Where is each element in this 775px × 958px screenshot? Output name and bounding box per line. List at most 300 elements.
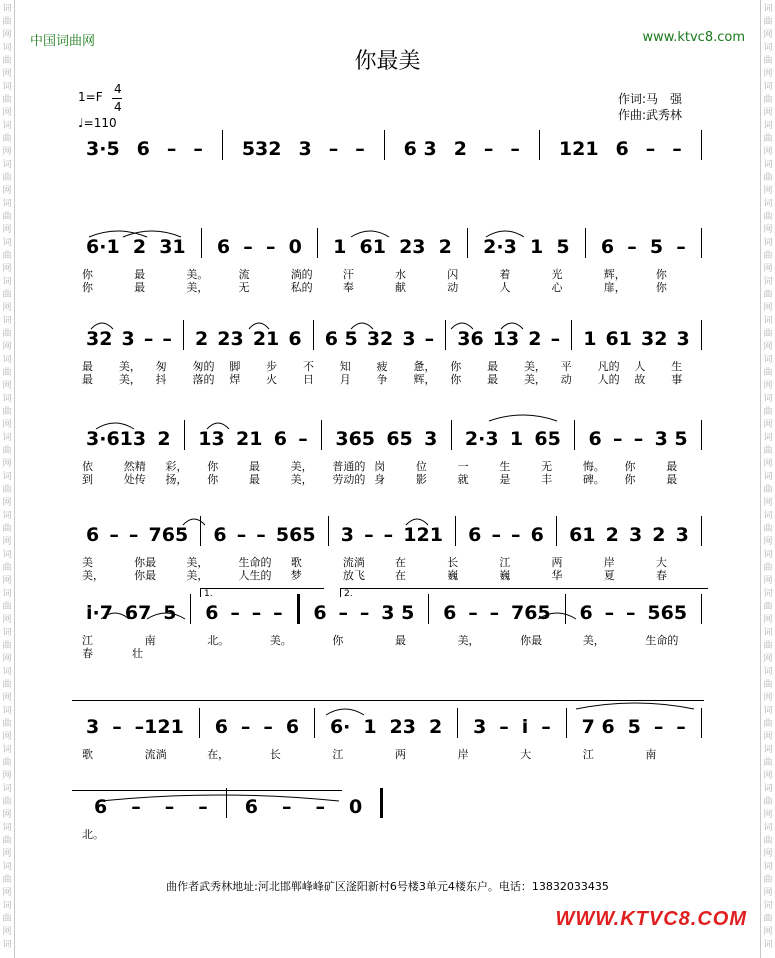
lyric-syllable: 凡的 (597, 360, 620, 373)
lyric-syllable: 壮 (132, 647, 143, 660)
watermark-glyph: 网 (763, 576, 773, 586)
watermark-glyph: 曲 (763, 797, 773, 807)
lyric-syllable: 丰 (541, 473, 553, 486)
note: – (653, 716, 664, 738)
note: – (359, 602, 370, 624)
note: 5 (163, 602, 177, 624)
lyric-syllable: 江 (332, 748, 344, 761)
bar-line (384, 130, 385, 160)
watermark-glyph: 曲 (2, 446, 12, 456)
lyric-syllable: 在 (395, 556, 407, 569)
lyric-syllable: 最 (248, 473, 260, 486)
watermark-glyph: 曲 (2, 719, 12, 729)
song-title: 你最美 (354, 49, 421, 74)
note: – (633, 428, 644, 450)
watermark-glyph: 词 (2, 862, 12, 872)
final-bar (380, 788, 383, 818)
lyric-syllable: 就 (457, 473, 469, 486)
note: 3 (675, 524, 689, 546)
lyric-syllable: 你 (624, 473, 636, 486)
watermark-glyph: 网 (2, 147, 12, 157)
slur-mark (350, 228, 390, 238)
slur-mark (450, 320, 474, 330)
watermark-glyph: 词 (763, 238, 773, 248)
watermark-glyph: 网 (763, 498, 773, 508)
note: 6 3 (403, 138, 437, 160)
lyrics-verse-2 (82, 471, 708, 487)
note: – (491, 524, 501, 546)
watermark-glyph: 词 (763, 121, 773, 131)
lyric-syllable: 处传 (123, 473, 146, 486)
lyrics-verse-1 (82, 746, 708, 762)
lyric-syllable: 你最 (134, 556, 157, 569)
watermark-glyph: 词 (763, 43, 773, 53)
bar-line (539, 130, 540, 160)
lyric-syllable: 扉， (603, 281, 626, 294)
watermark-glyph: 网 (2, 537, 12, 547)
watermark-glyph: 词 (2, 316, 12, 326)
watermark-glyph: 曲 (2, 914, 12, 924)
watermark-glyph: 网 (763, 732, 773, 742)
lyric-syllable: 生命的 (645, 634, 679, 647)
note: – (143, 328, 154, 350)
lyric-syllable: 闪 (447, 268, 459, 281)
time-signature-line (112, 98, 122, 99)
watermark-glyph: 网 (2, 576, 12, 586)
lyric-syllable: 落的 (192, 373, 215, 386)
watermark-glyph: 网 (763, 693, 773, 703)
note: 6 (443, 602, 457, 624)
watermark-glyph: 词 (2, 82, 12, 92)
note: 6 (288, 328, 302, 350)
lyric-syllable: 私的 (290, 281, 313, 294)
note: – (240, 716, 251, 738)
note: 765 (148, 524, 189, 546)
note: 36 (457, 328, 484, 350)
watermark-glyph: 网 (2, 732, 12, 742)
lyric-syllable: 人生的 (238, 569, 272, 582)
watermark-glyph: 词 (2, 940, 12, 950)
watermark-glyph: 曲 (2, 251, 12, 261)
watermark-glyph: 网 (763, 30, 773, 40)
lyric-syllable: 生 (671, 360, 683, 373)
note: 121 (403, 524, 443, 546)
lyric-syllable: 岗 (374, 460, 386, 473)
note: – (281, 796, 292, 818)
lyric-syllable: 争 (376, 373, 388, 386)
lyric-syllable: 事 (671, 373, 683, 386)
lyric-syllable: 身 (374, 473, 386, 486)
watermark-glyph: 词 (763, 550, 773, 560)
lyric-syllable: 影 (415, 473, 427, 486)
watermark-glyph: 网 (2, 654, 12, 664)
lyric-syllable: 最 (487, 360, 499, 373)
watermark-glyph: 曲 (763, 17, 773, 27)
note: – (541, 716, 551, 738)
slur-mark (248, 320, 270, 330)
lyric-syllable: 碑。 (582, 473, 605, 486)
watermark-glyph: 曲 (763, 641, 773, 651)
lyric-syllable: 日 (302, 373, 314, 386)
bar-line (321, 420, 322, 450)
lyric-syllable: 春 (655, 569, 667, 582)
watermark-glyph: 词 (763, 160, 773, 170)
lyric-syllable: 岸 (603, 556, 615, 569)
note: 3·5 (86, 138, 120, 160)
watermark-glyph: 曲 (763, 719, 773, 729)
bar-line (190, 594, 191, 624)
watermark-glyph: 网 (763, 303, 773, 313)
note: 6· (329, 716, 351, 738)
watermark-glyph: 词 (2, 823, 12, 833)
watermark-glyph: 网 (2, 693, 12, 703)
note: 23 (399, 236, 426, 258)
note: – (424, 328, 435, 350)
lyric-syllable: 是 (499, 473, 511, 486)
note: 61 (605, 328, 632, 350)
note: 532 (241, 138, 282, 160)
lyric-syllable: 梦 (290, 569, 302, 582)
note: 1 (333, 236, 347, 258)
lyric-syllable: 长 (447, 556, 459, 569)
note: 6 (216, 236, 231, 258)
lyric-syllable: 你 (450, 360, 462, 373)
watermark-glyph: 词 (2, 433, 12, 443)
bar-line (183, 320, 184, 350)
note: 13 (198, 428, 225, 450)
tempo-marking: ♩=110 (78, 116, 117, 130)
note: 2·3 (464, 428, 499, 450)
watermark-glyph: 网 (763, 810, 773, 820)
lyric-syllable: 美， (523, 360, 546, 373)
lyric-syllable: 惫， (413, 360, 436, 373)
lyric-syllable: 美， (186, 556, 209, 569)
watermark-glyph: 词 (763, 4, 773, 14)
bar-line (314, 708, 315, 738)
watermark-glyph: 词 (2, 589, 12, 599)
note: – (489, 602, 500, 624)
note: 565 (647, 602, 688, 624)
note: – (645, 138, 656, 160)
note: 2 (157, 428, 171, 450)
note: – (499, 716, 509, 738)
note: – (263, 716, 273, 738)
note: – (626, 602, 636, 624)
lyric-syllable: 江 (582, 748, 594, 761)
note: 3 (628, 524, 643, 546)
watermark-glyph: 网 (2, 498, 12, 508)
lyric-syllable: 美， (186, 569, 209, 582)
bar-line (201, 228, 202, 258)
watermark-glyph: 网 (763, 381, 773, 391)
bar-line (556, 516, 557, 546)
watermark-glyph: 网 (763, 420, 773, 430)
slur-mark (537, 610, 577, 620)
slur-mark (488, 412, 558, 422)
watermark-glyph: 网 (2, 888, 12, 898)
site-name-left[interactable]: 中国词曲网 (30, 34, 96, 49)
lyric-syllable: 劳动的 (332, 473, 366, 486)
note: – (511, 524, 521, 546)
bar-line (317, 228, 318, 258)
watermark-glyph: 网 (763, 186, 773, 196)
note: 6 (600, 236, 615, 258)
bar-line (451, 420, 452, 450)
lyric-syllable: 你 (450, 373, 462, 386)
lyric-syllable: 南 (144, 634, 156, 647)
watermark-glyph: 曲 (2, 641, 12, 651)
watermark-glyph: 网 (763, 927, 773, 937)
lyric-syllable: 汗 (342, 268, 354, 281)
note: 2 (438, 236, 452, 258)
lyric-syllable: 大 (520, 748, 532, 761)
watermark-glyph: 曲 (763, 251, 773, 261)
watermark-glyph: 曲 (2, 875, 12, 885)
watermark-glyph: 词 (763, 433, 773, 443)
watermark-glyph: 词 (763, 706, 773, 716)
note: 3 (121, 328, 135, 350)
watermark-glyph: 曲 (763, 563, 773, 573)
lyric-syllable: 匆 (155, 360, 167, 373)
lyric-syllable: 流淌 (144, 748, 167, 761)
watermark-glyph: 曲 (763, 758, 773, 768)
watermark-glyph: 曲 (763, 485, 773, 495)
lyric-syllable: 最 (82, 360, 93, 373)
note: 5 (556, 236, 570, 258)
note: – (273, 602, 283, 624)
bar-line (199, 708, 200, 738)
watermark-glyph: 曲 (763, 446, 773, 456)
note: 6 (579, 602, 593, 624)
watermark-glyph: 曲 (2, 212, 12, 222)
note: 3 (402, 328, 416, 350)
lyric-syllable: 巍 (447, 569, 459, 582)
lyric-syllable: 淌的 (290, 268, 313, 281)
note: 61 (569, 524, 596, 546)
watermark-glyph: 网 (2, 927, 12, 937)
bar-line (585, 228, 586, 258)
bar-line (571, 320, 572, 350)
note: 32 (641, 328, 668, 350)
lyric-syllable: 无 (238, 281, 250, 294)
repeat-end-bar (297, 594, 300, 624)
bar-line (457, 708, 458, 738)
bar-line (445, 320, 446, 350)
note: 2 (132, 236, 147, 258)
note: 2 (528, 328, 542, 350)
watermark-glyph: 曲 (2, 836, 12, 846)
watermark-glyph: 词 (2, 394, 12, 404)
lyric-syllable: 北。 (207, 634, 230, 647)
lyric-syllable: 悔。 (582, 460, 605, 473)
watermark-glyph: 词 (2, 277, 12, 287)
lyric-syllable: 匆的 (192, 360, 215, 373)
note: 65 (386, 428, 413, 450)
watermark-glyph: 词 (2, 784, 12, 794)
watermark-glyph: 曲 (763, 524, 773, 534)
watermark-glyph: 网 (2, 771, 12, 781)
note: 3 (86, 716, 100, 738)
note: – (676, 716, 686, 738)
lyric-syllable: 两 (394, 748, 406, 761)
lyric-syllable: 火 (266, 373, 278, 386)
note: –121 (134, 716, 184, 738)
bar-line (222, 130, 223, 160)
watermark-glyph: 网 (763, 849, 773, 859)
lyric-syllable: 不 (302, 360, 314, 373)
watermark-glyph: 网 (763, 342, 773, 352)
note: 6 (213, 524, 227, 546)
watermark-glyph: 曲 (763, 368, 773, 378)
watermark-glyph: 词 (2, 511, 12, 521)
lyric-syllable: 美 (82, 556, 93, 569)
lyric-syllable: 最 (134, 281, 146, 294)
watermark-glyph: 词 (763, 82, 773, 92)
lyric-syllable: 心 (551, 281, 563, 294)
note: – (256, 524, 266, 546)
bar-line (428, 594, 429, 624)
note: 13 (492, 328, 520, 350)
lyric-syllable: 普通的 (332, 460, 366, 473)
watermark-glyph: 曲 (2, 56, 12, 66)
note: – (364, 524, 374, 546)
watermark-glyph: 曲 (763, 95, 773, 105)
lyric-syllable: 人 (499, 281, 511, 294)
watermark-glyph: 网 (2, 225, 12, 235)
note: – (355, 138, 365, 160)
note: – (131, 796, 141, 818)
note: i (521, 716, 529, 738)
lyric-syllable: 你 (82, 281, 93, 294)
note: 6 (136, 138, 150, 160)
lyric-syllable: 美， (290, 473, 313, 486)
lyric-syllable: 最 (394, 634, 406, 647)
slur-mark (100, 792, 340, 802)
watermark-glyph: 曲 (2, 290, 12, 300)
composer-address: 曲作者武秀林地址:河北邯郸峰峰矿区滏阳新村6号楼3单元4楼东户。电话：13832033435 (166, 880, 609, 893)
note: 121 (558, 138, 599, 160)
watermark-glyph: 网 (2, 381, 12, 391)
watermark-glyph: 词 (2, 472, 12, 482)
watermark-glyph: 词 (2, 706, 12, 716)
watermark-glyph: 词 (2, 199, 12, 209)
lyric-syllable: 生命的 (238, 556, 272, 569)
bar-line (701, 420, 702, 450)
bar-line (701, 708, 702, 738)
note: 6 (214, 716, 228, 738)
watermark-glyph: 网 (2, 303, 12, 313)
time-signature-bottom: 4 (114, 100, 122, 114)
note: 21 (235, 428, 263, 450)
note: 6 (86, 524, 100, 546)
lyric-syllable: 美。 (186, 268, 209, 281)
watermark-glyph: 曲 (763, 836, 773, 846)
note-line (82, 712, 708, 738)
lyrics-verse-2 (82, 567, 708, 583)
lyric-syllable: 歌 (290, 556, 302, 569)
lyric-syllable: 你 (82, 268, 93, 281)
lyric-syllable: 美， (523, 373, 546, 386)
lyric-syllable: 焊 (229, 373, 241, 386)
watermark-glyph: 曲 (763, 602, 773, 612)
watermark-glyph: 网 (2, 615, 12, 625)
lyric-syllable: 最 (248, 460, 260, 473)
slur-mark (575, 700, 695, 710)
lyric-syllable: 美， (457, 634, 480, 647)
watermark-glyph: 曲 (2, 680, 12, 690)
slur-mark (206, 420, 230, 430)
note: 61 (359, 236, 386, 258)
note: 2 (453, 138, 467, 160)
lyric-syllable: 动 (447, 281, 459, 294)
volta-second-ending: 2. (340, 588, 708, 597)
lyric-syllable: 你 (207, 460, 219, 473)
lyric-syllable: 最 (666, 460, 678, 473)
watermark-glyph: 曲 (2, 17, 12, 27)
lyric-syllable: 美， (290, 460, 313, 473)
watermark-glyph: 词 (2, 4, 12, 14)
watermark-glyph: 词 (763, 277, 773, 287)
lyric-syllable: 江 (499, 556, 511, 569)
watermark-glyph: 网 (763, 537, 773, 547)
lyric-syllable: 故 (634, 373, 646, 386)
lyric-syllable: 最 (82, 373, 93, 386)
lyric-syllable: 在 (395, 569, 407, 582)
note-line (82, 324, 708, 350)
lyric-syllable: 知 (339, 360, 351, 373)
lyrics-verse-2 (82, 645, 182, 661)
note: 1 (509, 428, 524, 450)
lyric-syllable: 依 (82, 460, 93, 473)
watermark-glyph: 词 (2, 550, 12, 560)
note: 6 (468, 524, 482, 546)
lyric-syllable: 美， (118, 360, 141, 373)
watermark-glyph: 网 (763, 69, 773, 79)
lyric-syllable: 美， (118, 373, 141, 386)
watermark-glyph: 网 (2, 459, 12, 469)
bar-line (455, 516, 456, 546)
bar-line (701, 228, 702, 258)
note: 6·1 (86, 236, 120, 258)
watermark-glyph: 网 (2, 69, 12, 79)
watermark-glyph: 网 (2, 186, 12, 196)
site-logo[interactable]: WWW.KTVC8.COM (555, 908, 747, 930)
note: – (315, 796, 325, 818)
lyrics-verse-1 (82, 826, 182, 842)
note: 67 (124, 602, 152, 624)
watermark-glyph: 词 (2, 355, 12, 365)
lyric-syllable: 人 (634, 360, 646, 373)
watermark-glyph: 词 (763, 628, 773, 638)
note: – (627, 236, 637, 258)
note: 6 (94, 796, 108, 818)
note: 1 (363, 716, 377, 738)
watermark-glyph: 曲 (2, 134, 12, 144)
note: 765 (511, 602, 551, 624)
lyric-syllable: 位 (415, 460, 427, 473)
site-url-right[interactable]: www.ktvc8.com (642, 30, 745, 45)
watermark-glyph: 词 (763, 745, 773, 755)
lyric-syllable: 南 (645, 748, 657, 761)
watermark-glyph: 词 (763, 316, 773, 326)
watermark-glyph: 词 (763, 199, 773, 209)
note: 6 5 (324, 328, 358, 350)
watermark-glyph: 曲 (763, 212, 773, 222)
watermark-glyph: 网 (2, 264, 12, 274)
lyric-syllable: 你 (655, 281, 667, 294)
watermark-glyph: 曲 (763, 680, 773, 690)
note: 6 (273, 428, 287, 450)
